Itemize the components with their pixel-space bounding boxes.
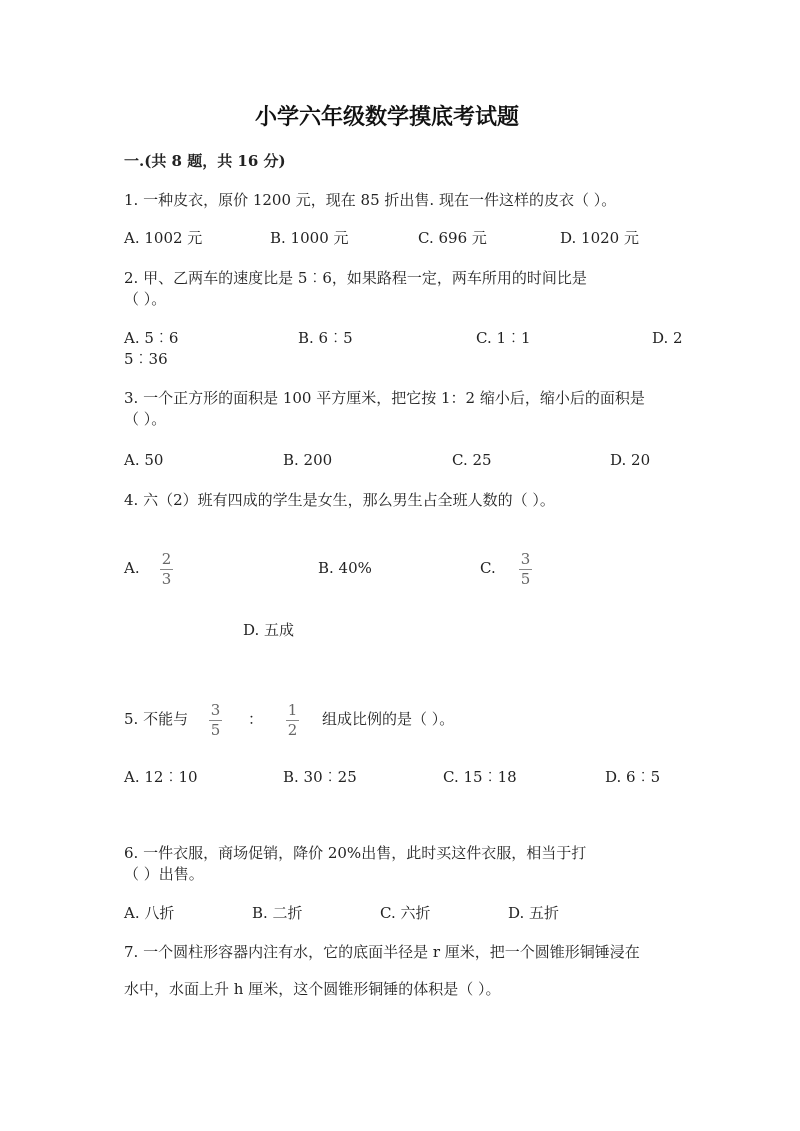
question-2-stem-line1: 2. 甲、乙两车的速度比是 5︰6，如果路程一定，两车所用的时间比是 <box>124 269 587 287</box>
q6-option-a: A. 八折 <box>124 904 175 922</box>
q3-option-d: D. 20 <box>610 451 651 469</box>
q5-fraction-1 <box>209 702 222 739</box>
q6-option-b: B. 二折 <box>252 904 303 922</box>
q4-option-a-label: A. <box>124 559 140 577</box>
fraction-numerator: 1 <box>287 701 298 719</box>
q6-option-d: D. 五折 <box>508 904 560 922</box>
q5-fraction-2 <box>286 702 299 739</box>
q6-option-c: C. 六折 <box>380 904 431 922</box>
fraction-denominator: 3 <box>161 570 172 588</box>
question-1-stem: 1. 一种皮衣，原价 1200 元，现在 85 折出售. 现在一件这样的皮衣（ ）。 <box>124 191 617 209</box>
question-4-stem: 4. 六（2）班有四成的学生是女生，那么男生占全班人数的（ ）。 <box>124 491 555 509</box>
section-heading: 一.(共 8 题，共 16 分) <box>124 152 286 170</box>
q2-option-b: B. 6︰5 <box>298 329 353 347</box>
q3-option-b: B. 200 <box>283 451 333 469</box>
q5-colon: ： <box>248 710 264 728</box>
question-6-stem-line1: 6. 一件衣服，商场促销，降价 20%出售，此时买这件衣服，相当于打 <box>124 844 587 862</box>
q2-option-c: C. 1︰1 <box>476 329 531 347</box>
q1-option-c: C. 696 元 <box>418 229 487 247</box>
q2-option-d-continued: 5︰36 <box>124 350 168 368</box>
fraction-numerator: 3 <box>210 701 221 719</box>
q4-option-a-fraction <box>160 551 173 588</box>
question-6-stem-line2: （ ）出售。 <box>124 865 204 883</box>
question-3-stem-line1: 3. 一个正方形的面积是 100 平方厘米，把它按 1：2 缩小后，缩小后的面积是 <box>124 389 645 407</box>
question-7-stem-line1: 7. 一个圆柱形容器内注有水，它的底面半径是 r 厘米，把一个圆锥形铜锤浸在 <box>124 943 640 961</box>
fraction-denominator: 5 <box>520 570 531 588</box>
q5-option-a: A. 12︰10 <box>124 768 198 786</box>
page-title: 小学六年级数学摸底考试题 <box>255 104 520 130</box>
q1-option-d: D. 1020 元 <box>560 229 639 247</box>
q5-option-c: C. 15︰18 <box>443 768 517 786</box>
fraction-denominator: 5 <box>210 721 221 739</box>
question-2-stem-line2: （ ）。 <box>124 290 167 308</box>
question-3-stem-line2: （ ）。 <box>124 410 167 428</box>
question-5-stem-suffix: 组成比例的是（ ）。 <box>322 710 455 728</box>
fraction-numerator: 2 <box>161 550 172 568</box>
question-7-stem-line2: 水中，水面上升 h 厘米，这个圆锥形铜锤的体积是（ ）。 <box>124 980 501 998</box>
q2-option-a: A. 5︰6 <box>124 329 179 347</box>
fraction-numerator: 3 <box>520 550 531 568</box>
q1-option-b: B. 1000 元 <box>270 229 349 247</box>
q4-option-c-label: C. <box>480 559 496 577</box>
fraction-denominator: 2 <box>287 721 298 739</box>
q3-option-c: C. 25 <box>452 451 492 469</box>
q1-option-a: A. 1002 元 <box>124 229 203 247</box>
q5-option-d: D. 6︰5 <box>605 768 661 786</box>
question-5-stem-prefix: 5. 不能与 <box>124 710 189 728</box>
q4-option-b: B. 40% <box>318 559 372 577</box>
q2-option-d: D. 2 <box>652 329 683 347</box>
q5-option-b: B. 30︰25 <box>283 768 357 786</box>
q4-option-d: D. 五成 <box>243 621 295 639</box>
q3-option-a: A. 50 <box>124 451 164 469</box>
q4-option-c-fraction <box>519 551 532 588</box>
